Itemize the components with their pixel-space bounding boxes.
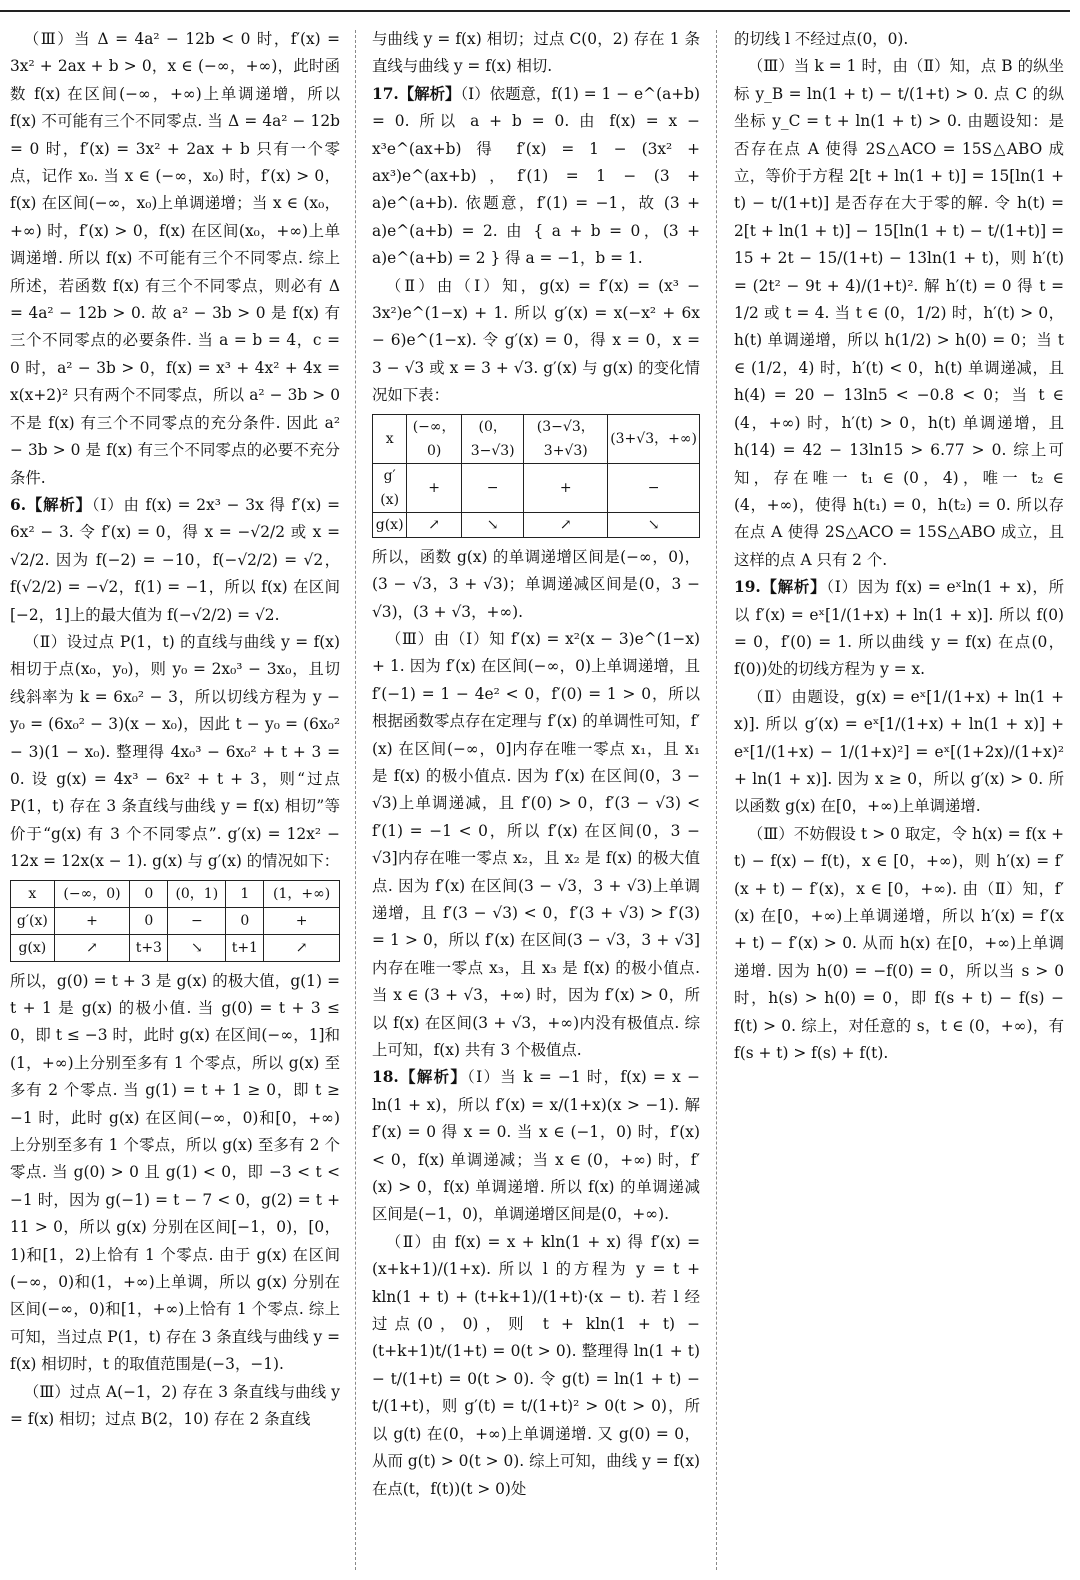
sign-table-q16	[10, 880, 340, 962]
table-cell: +	[407, 463, 462, 512]
table-row	[373, 414, 700, 463]
table-cell: g′(x)	[373, 463, 407, 512]
table-cell: −	[168, 907, 226, 934]
paragraph-q16-part2-cont: 所以，g(0) = t + 3 是 g(x) 的极大值，g(1) = t + 1 是 g(x) 的极小值. 当 g(0) = t + 3 ≤ 0，即 t ≤ −3 时，此时 g(x) 在区间(−∞，1]和(1，+∞)上分别至多有 1 个零点，所以 g(x) 至多有 2 个零点. 当 g(1) = t + 1 ≥ 0，即 t ≥ −1 时，此时 g(x) 在区间(−∞，0)和[0，+∞)上分别至多有 1 个零点，所以 g(x) 至多有 2 个零点. 当 g(0) > 0 且 g(1) < 0，即 −3 < t < −1 时，因为 g(−1) = t − 7 < 0，g(2) = t + 11 > 0，所以 g(x) 分别在区间[−1，0)，[0，1)和[1，2)上恰有 1 个零点. 由于 g(x) 在区间(−∞，0)和(1，+∞)上单调，所以 g(x) 分别在区间(−∞，0)和[1，+∞)上恰有 1 个零点. 综上可知，当过点 P(1，t) 存在 3 条直线与曲线 y = f(x) 相切时，t 的取值范围是(−3，−1).	[10, 971, 340, 1374]
paragraph-q16-part1: （Ⅰ）由 f(x) = 2x³ − 3x 得 f′(x) = 6x² − 3. 令 f′(x) = 0，得 x = −√2/2 或 x = √2/2. 因为 f(−2) = −10，f(−√2/2) = √2，f(√2/2) = −√2，f(1) = −1，所以 f(x) 在区间[−2，1]上的最大值为 f(−√2/2) = √2.	[10, 495, 340, 624]
paragraph-q16-part3-cont: 与曲线 y = f(x) 相切；过点 C(0，2) 存在 1 条直线与曲线 y = f(x) 相切.	[372, 30, 700, 76]
table-row	[11, 880, 340, 907]
table-cell: ↗	[407, 512, 462, 537]
paragraph-q18-part1: （Ⅰ）当 k = −1 时，f(x) = x − ln(1 + x)，所以 f′(x) = x/(1+x)(x > −1). 解 f′(x) = 0 得 x = 0. 当 x ∈ (−1，0) 时，f′(x) < 0，f(x) 单调递减；当 x ∈ (0，+∞) 时，f′(x) > 0，f(x) 单调递增. 所以 f(x) 的单调递减区间是(−1，0)，单调递增区间是(0，+∞).	[372, 1068, 700, 1224]
column-left	[10, 26, 340, 1434]
table-cell: (0，3−√3)	[461, 414, 523, 463]
table-cell: ↘	[608, 512, 700, 537]
paragraph-q16-part2: （Ⅱ）设过点 P(1，t) 的直线与曲线 y = f(x) 相切于点(x₀，y₀)，则 y₀ = 2x₀³ − 3x₀，且切线斜率为 k = 6x₀² − 3，所以切线方程为 y − y₀ = (6x₀² − 3)(x − x₀)，因此 t − y₀ = (6x₀² − 3)(1 − x₀). 整理得 4x₀³ − 6x₀² + t + 3 = 0. 设 g(x) = 4x³ − 6x² + t + 3，则“过点 P(1，t) 存在 3 条直线与曲线 y = f(x) 相切”等价于“g(x) 有 3 个不同零点”. g′(x) = 12x² − 12x = 12x(x − 1). g(x) 与 g′(x) 的情况如下：	[10, 632, 340, 871]
table-cell: (3−√3，3+√3)	[524, 414, 608, 463]
table-cell: +	[54, 907, 130, 934]
table-cell: ↗	[264, 934, 340, 961]
column-right	[734, 26, 1064, 1067]
table-cell: g(x)	[373, 512, 407, 537]
table-cell: 0	[130, 907, 168, 934]
table-cell: ↗	[54, 934, 130, 961]
table-cell: (3+√3，+∞)	[608, 414, 700, 463]
table-cell: 0	[130, 880, 168, 907]
table-cell: ↗	[524, 512, 608, 537]
table-cell: (0，1)	[168, 880, 226, 907]
paragraph-q15-part3: （Ⅲ）当 Δ = 4a² − 12b < 0 时，f′(x) = 3x² + 2ax + b > 0，x ∈ (−∞，+∞)，此时函数 f(x) 在区间(−∞，+∞)上单调递增，所以 f(x) 不可能有三个不同零点. 当 Δ = 4a² − 12b = 0 时，f′(x) = 3x² + 2ax + b 只有一个零点，记作 x₀. 当 x ∈ (−∞，x₀) 时，f′(x) > 0，f(x) 在区间(−∞，x₀)上单调递增；当 x ∈ (x₀，+∞) 时，f′(x) > 0，f(x) 在区间(x₀，+∞)上单调递增. 所以 f(x) 不可能有三个不同零点. 综上所述，若函数 f(x) 有三个不同零点，则必有 Δ = 4a² − 12b > 0. 故 a² − 3b > 0 是 f(x) 有三个不同零点的必要条件. 当 a = b = 4，c = 0 时，a² − 3b > 0，f(x) = x³ + 4x² + 4x = x(x+2)² 只有两个不同零点，所以 a² − 3b > 0 不是 f(x) 有三个不同零点的充分条件. 因此 a² − 3b > 0 是 f(x) 有三个不同零点的必要不充分条件.	[10, 30, 340, 487]
table-cell: x	[373, 414, 407, 463]
table-cell: ↘	[168, 934, 226, 961]
table-cell: (1，+∞)	[264, 880, 340, 907]
paragraph-q19-part2: （Ⅱ）由题设，g(x) = eˣ[1/(1+x) + ln(1 + x)]. 所以 g′(x) = eˣ[1/(1+x) + ln(1 + x)] + eˣ[1/(1+x) − 1/(1+x)²] = eˣ[(1+2x)/(1+x)² + ln(1 + x)]. 因为 x ≥ 0，所以 g′(x) > 0. 所以函数 g(x) 在[0，+∞)上单调递增.	[734, 687, 1064, 816]
paragraph-q17-part2-cont: 所以，函数 g(x) 的单调递增区间是(−∞，0)，(3 − √3，3 + √3)；单调递减区间是(0，3 − √3)，(3 + √3，+∞).	[372, 547, 700, 621]
answer-label-q16: 6.【解析】	[10, 495, 92, 514]
table-row	[11, 907, 340, 934]
table-cell: g′(x)	[11, 907, 55, 934]
column-middle	[372, 26, 700, 1503]
paragraph-q19-part1: （Ⅰ）因为 f(x) = eˣln(1 + x)，所以 f′(x) = eˣ[1/(1+x) + ln(1 + x)]. 所以 f(0) = 0，f′(0) = 1. 所以曲线 y = f(x) 在点(0，f(0))处的切线方程为 y = x.	[734, 578, 1064, 679]
paragraph-q17-part1: （Ⅰ）依题意，f(1) = 1 − e^(a+b) = 0. 所以 a + b = 0. 由 f(x) = x − x³e^(ax+b) 得 f′(x) = 1 − (3x² + ax³)e^(ax+b)，f′(1) = 1 − (3 + a)e^(a+b). 依题意，f′(1) = −1，故 (3 + a)e^(a+b) = 2. 由 { a + b = 0，(3 + a)e^(a+b) = 2 } 得 a = −1，b = 1.	[372, 84, 700, 268]
sign-table-q17	[372, 414, 700, 538]
table-cell: (−∞，0)	[407, 414, 462, 463]
paragraph-q18-part2: （Ⅱ）由 f(x) = x + kln(1 + x) 得 f′(x) = (x+k+1)/(1+x). 所以 l 的方程为 y = t + kln(1 + t) + (t+k+1)/(1+t)·(x − t). 若 l 经过点(0，0)，则 t + kln(1 + t) − (t+k+1)t/(1+t) = 0(t > 0). 整理得 ln(1 + t) − t/(1+t) = 0(t > 0). 令 g(t) = ln(1 + t) − t/(1+t)，则 g′(t) = t/(1+t)² > 0(t > 0)，所以 g(t) 在(0，+∞)上单调递增. 又 g(0) = 0，从而 g(t) > 0(t > 0). 综上可知，曲线 y = f(x) 在点(t，f(t))(t > 0)处	[372, 1232, 700, 1498]
table-cell: +	[524, 463, 608, 512]
table-cell: +	[264, 907, 340, 934]
table-row	[373, 463, 700, 512]
paragraph-q19-part3: （Ⅲ）不妨假设 t > 0 取定，令 h(x) = f(x + t) − f(x) − f(t)，x ∈ [0，+∞)，则 h′(x) = f′(x + t) − f′(x)，x ∈ [0，+∞). 由（Ⅱ）知，f′(x) 在[0，+∞)上单调递增，所以 h′(x) = f′(x + t) − f′(x) > 0. 从而 h(x) 在[0，+∞)上单调递增. 因为 h(0) = −f(0) = 0，所以当 s > 0 时，h(s) > h(0) = 0，即 f(s + t) − f(s) − f(t) > 0. 综上，对任意的 s，t ∈ (0，+∞)，有 f(s + t) > f(s) + f(t).	[734, 824, 1064, 1063]
table-cell: x	[11, 880, 55, 907]
column-divider	[355, 30, 356, 1570]
table-cell: (−∞，0)	[54, 880, 130, 907]
table-row	[373, 512, 700, 537]
paragraph-q17-part3: （Ⅲ）由（Ⅰ）知 f′(x) = x²(x − 3)e^(1−x) + 1. 因为 f′(x) 在区间(−∞，0)上单调递增，且 f′(−1) = 1 − 4e² < 0，f′(0) = 1 > 0，所以根据函数零点存在定理与 f′(x) 的单调性可知，f′(x) 在区间(−∞，0]内存在唯一零点 x₁，且 x₁ 是 f(x) 的极小值点. 因为 f′(x) 在区间(0，3 − √3)上单调递减，且 f′(0) > 0，f′(3 − √3) < f′(1) = −1 < 0，所以 f′(x) 在区间(0，3 − √3]内存在唯一零点 x₂，且 x₂ 是 f(x) 的极大值点. 因为 f′(x) 在区间(3 − √3，3 + √3)上单调递增，且 f′(3 − √3) < 0，f′(3 + √3) > f′(3) = 1 > 0，所以 f′(x) 在区间(3 − √3，3 + √3]内存在唯一零点 x₃，且 x₃ 是 f(x) 的极小值点. 当 x ∈ (3 + √3，+∞) 时，因为 f′(x) > 0，所以 f(x) 在区间(3 + √3，+∞)内没有极值点. 综上可知，f(x) 共有 3 个极值点.	[372, 629, 700, 1059]
table-row	[11, 934, 340, 961]
column-divider	[716, 30, 717, 1570]
table-cell: ↘	[461, 512, 523, 537]
answer-label-q19: 19.【解析】	[734, 578, 827, 597]
table-cell: −	[608, 463, 700, 512]
table-cell: g(x)	[11, 934, 55, 961]
answer-label-q18: 18.【解析】	[372, 1068, 468, 1087]
header-rule	[0, 10, 1070, 12]
paragraph-q18-part2-cont: 的切线 l 不经过点(0，0).	[734, 30, 909, 48]
table-cell: 1	[226, 880, 264, 907]
answer-label-q17: 17.【解析】	[372, 84, 461, 103]
paragraph-q18-part3: （Ⅲ）当 k = 1 时，由（Ⅱ）知，点 B 的纵坐标 y_B = ln(1 + t) − t/(1+t) > 0. 点 C 的纵坐标 y_C = t + ln(1 + t) > 0. 由题设知：是否存在点 A 使得 2S△ACO = 15S△ABO 成立，等价于方程 2[t + ln(1 + t)] = 15[ln(1 + t) − t/(1+t)] 是否存在大于零的解. 令 h(t) = 2[t + ln(1 + t)] − 15[ln(1 + t) − t/(1+t)] = 15 + 2t − 15/(1+t) − 13ln(1 + t)，则 h′(t) = (2t² − 9t + 4)/(1+t)². 解 h′(t) = 0 得 t = 1/2 或 t = 4. 当 t ∈ (0，1/2) 时，h′(t) > 0，h(t) 单调递增，所以 h(1/2) > h(0) = 0；当 t ∈ (1/2，4) 时，h′(t) < 0，h(t) 单调递减，且 h(4) = 20 − 13ln5 < −0.8 < 0；当 t ∈ (4，+∞) 时，h′(t) > 0，h(t) 单调递增，且 h(14) = 42 − 13ln15 > 6.77 > 0. 综上可知，存在唯一 t₁ ∈ (0，4)，唯一 t₂ ∈ (4，+∞)，使得 h(t₁) = 0，h(t₂) = 0. 所以存在点 A 使得 2S△ACO = 15S△ABO 成立，且这样的点 A 只有 2 个.	[734, 57, 1064, 569]
paragraph-q16-part3: （Ⅲ）过点 A(−1，2) 存在 3 条直线与曲线 y = f(x) 相切；过点 B(2，10) 存在 2 条直线	[10, 1382, 340, 1429]
table-cell: t+3	[130, 934, 168, 961]
table-cell: t+1	[226, 934, 264, 961]
table-cell: −	[461, 463, 523, 512]
table-cell: 0	[226, 907, 264, 934]
paragraph-q17-part2: （Ⅱ）由（Ⅰ）知，g(x) = f′(x) = (x³ − 3x²)e^(1−x) + 1. 所以 g′(x) = x(−x² + 6x − 6)e^(1−x). 令 g′(x) = 0，得 x = 0，x = 3 − √3 或 x = 3 + √3. g′(x) 与 g(x) 的变化情况如下表：	[372, 276, 700, 405]
